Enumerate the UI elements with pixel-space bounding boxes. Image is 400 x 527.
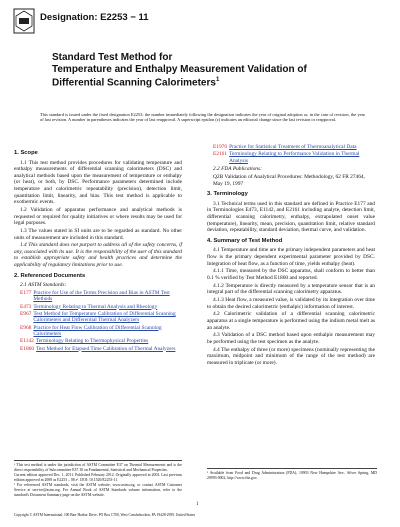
reference-item[interactable] xyxy=(14,290,182,303)
section-4-heading: 4. Summary of Test Method xyxy=(207,237,283,244)
reference-link[interactable]: Practice for Use of the Terms Precision and Bias in ASTM Test Methods xyxy=(33,289,170,303)
footnote-2: ² For referenced ASTM standards, visit the ASTM website, www.astm.org, or contact ASTM Customer Service at service@astm.org. For Annual Book of ASTM Standards volume information, refer to the standard's Document Summary page on the ASTM website. xyxy=(14,483,182,497)
section-1-heading: 1. Scope xyxy=(14,150,38,156)
copyright-line: Copyright © ASTM International, 100 Barr Harbor Drive, PO Box C700, West Conshohocken, PA 19428-2959. United States xyxy=(14,513,196,517)
reference-item[interactable] xyxy=(207,144,375,151)
footnote-3: ³ Available from Food and Drug Administration (FDA), 10903 New Hampshire Ave., Silver Spring, MD 20993-0002, http://www.fda.gov. xyxy=(207,471,377,480)
reference-code[interactable]: E473 xyxy=(20,303,32,310)
para-4-4: 4.4 The enthalpy of three (or more) specimens (nominally representing the maximum, midpoint and minimum of the range of the test method) are measured in triplicate (or more). xyxy=(207,346,375,366)
reference-item[interactable] xyxy=(14,311,182,324)
reference-code[interactable]: E2161 xyxy=(213,151,228,158)
reference-link[interactable]: Terminology Relating to Performance Validation in Thermal Analysis xyxy=(229,151,360,164)
para-4-1-2: 4.1.2 Temperature is directly measured by a temperature sensor that is an integral part of the differential scanning calorimetry apparatus. xyxy=(207,282,375,296)
title-line-2: Temperature and Enthalpy Measurement Validation of xyxy=(52,63,307,75)
reference-item[interactable] xyxy=(14,325,182,338)
title-line-3 xyxy=(52,75,352,89)
para-1-2: 1.2 Validation of apparatus performance and analytical methods is requested or required for quality initiatives or where results may be used for legal purposes. xyxy=(14,206,182,227)
para-1-4: 1.4 This standard does not purport to address all of the safety concerns, if any, associated with its use. It is the responsibility of the user of this standard to establish appropriate safety and health practices and determine the applicability of regulatory limitations prior to use. xyxy=(14,242,182,269)
designation: Designation: E2253 − 11 xyxy=(40,12,149,23)
footnote-1: ¹ This test method is under the jurisdiction of ASTM Committee E37 on Thermal Measurements and is the direct responsibility of Subcommittee E37.10 on Fundamental, Statistical and Mechanical Properties. xyxy=(14,463,182,472)
title-line-1: Standard Test Method for xyxy=(52,52,173,63)
reference-code[interactable]: E1860 xyxy=(20,345,35,352)
reference-code[interactable]: E177 xyxy=(20,289,32,296)
reference-item[interactable] xyxy=(14,338,182,345)
para-4-2: 4.2 Calorimetric validation of a differential scanning calorimetric apparatus at a single temperature is performed using the indium metal melt as an analyte. xyxy=(207,311,375,331)
title-footnote-mark: 1 xyxy=(215,77,220,83)
reference-item[interactable] xyxy=(207,151,375,164)
footnote-1-edition: Current edition approved Dec. 1, 2011. Published February 2012. Originally approved in 2003. Last previous edition approved in 2008 as E2253 – 08 ε¹. DOI: 10.1520/E2253-11. xyxy=(14,473,182,482)
para-3-1: 3.1 Technical terms used in this standard are defined in Practice E177 and in Terminologies E473, E1142, and E2161 including analyte, detection limit, differential scanning calorimetry, enthalpy, extrapolated onset value (temperature), linearity, mean, precision, quantitation limit, relative standard deviation, repeatability, standard deviation, thermal curve, and validation. xyxy=(207,200,375,234)
para-4-1: 4.1 Temperature and time are the primary independent parameters and heat flow is the primary dependent experimental parameter provided by DSC. Integration of heat flow, as a function of time, yields enthalpy (heat). xyxy=(207,247,375,267)
reference-code[interactable]: E1970 xyxy=(213,144,228,150)
fda-reference xyxy=(207,174,375,187)
reference-link[interactable]: Terminology Relating to Thermal Analysis and Rheology xyxy=(33,303,158,310)
section-2-heading: 2. Referenced Documents xyxy=(14,272,86,279)
title-line-3-text: Differential Scanning Calorimeters xyxy=(52,77,216,89)
reference-code[interactable]: E1142 xyxy=(20,338,34,345)
para-1-3: 1.3 The values stated in SI units are to be regarded as standard. No other units of measurement are included in this standard. xyxy=(14,227,182,241)
footnotes-right xyxy=(207,468,377,481)
fda-publications-subheading: 2.2 FDA Publications: xyxy=(213,166,262,173)
reference-link[interactable]: Practice for Statistical Treatment of Thermoanalytical Data xyxy=(229,144,357,150)
reference-link[interactable]: Practice for Heat Flow Calibration of Differential Scanning Calorimeters xyxy=(33,324,162,338)
para-4-1-3: 4.1.3 Heat flow, a measured value, is validated by its integration over time to obtain the desired calorimetric (enthalpic) information of interest. xyxy=(207,297,375,310)
astm-logo-icon xyxy=(13,8,35,34)
issuance-notice: This standard is issued under the fixed designation E2253; the number immediately following the designation indicates the year of original adoption or, in the case of revision, the year of last revision. A number in parentheses indicates the year of last reapproval. A superscript epsilon (ε) indicates an editorial change since the last revision or reapproval. xyxy=(40,112,365,123)
footnotes-left xyxy=(14,460,182,498)
reference-link[interactable]: Test Method for Temperature Calibration of Differential Scanning Calorimeters and Differential Thermal Analyzers xyxy=(33,310,176,324)
document-title xyxy=(52,52,352,89)
para-4-1-1: 4.1.1 Time, measured by the DSC apparatus, shall conform to better than 0.1 % verified by Test Method E1860 and reported. xyxy=(207,268,375,281)
reference-code[interactable]: E968 xyxy=(20,324,32,331)
astm-standards-subheading: 2.1 ASTM Standards: xyxy=(20,282,67,289)
fda-reference-text: Q2B Validation of Analytical Procedures: Methodology, 62 FR 27464, May 19, 1997 xyxy=(213,173,365,187)
page-number: 1 xyxy=(196,502,199,507)
para-4-3: 4.3 Validation of a DSC method based upon enthalpic measurement may be performed using the test specimen as the analyte. xyxy=(207,332,375,345)
reference-item[interactable] xyxy=(14,346,182,353)
reference-link[interactable]: Terminology Relating to Thermophysical Properties xyxy=(35,338,149,345)
reference-item[interactable] xyxy=(14,304,182,311)
section-3-heading: 3. Terminology xyxy=(207,191,248,198)
right-column xyxy=(207,144,375,368)
reference-code[interactable]: E967 xyxy=(20,310,32,317)
reference-link[interactable]: Test Method for Elapsed Time Calibration of Thermal Analyzers xyxy=(36,345,176,352)
para-1-1: 1.1 This test method provides procedures for validating temperature and enthalpy measurements of differential scanning calorimeters (DSC) and analytical methods based upon the measurement of temperature or enthalpy (or heat), or both, by DSC. Performance parameters determined include temperature and calorimetric repeatability (precision), detection limit, quantitation limit, linearity, and bias. This test method is applicable to exothermic events. xyxy=(14,159,182,206)
left-column xyxy=(14,146,182,353)
